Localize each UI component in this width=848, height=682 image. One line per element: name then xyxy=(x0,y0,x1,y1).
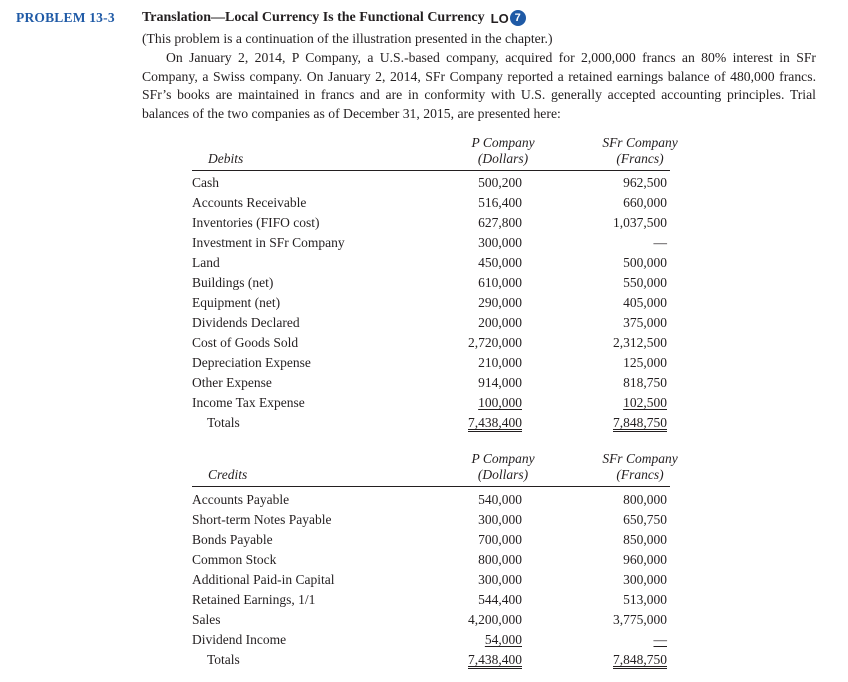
p-company-total: 7,438,400 xyxy=(468,415,522,430)
table-row xyxy=(192,630,670,650)
sfr-company-value: 800,000 xyxy=(623,492,667,507)
credits-col1-line2: (Dollars) xyxy=(477,467,529,482)
row-label: Depreciation Expense xyxy=(192,355,311,370)
sfr-company-value: 1,037,500 xyxy=(613,215,667,230)
sfr-company-value: 850,000 xyxy=(623,532,667,547)
sfr-company-value: 660,000 xyxy=(623,195,667,210)
problem-body: On January 2, 2014, P Company, a U.S.-based company, acquired for 2,000,000 francs an 80% interest in SFr Company, a Swiss company. On January 2, 2014, SFr Company reported a retained earnings balance of 480,000 francs. SFr’s books are maintained in francs and are in conformity with U.S. generally accepted accounting principles. Trial balances of the two companies as of December 31, 2015, are presented here: xyxy=(142,49,816,122)
table-row xyxy=(192,353,670,373)
sfr-company-value: 818,750 xyxy=(623,375,667,390)
row-label: Equipment (net) xyxy=(192,295,281,310)
row-label: Cash xyxy=(192,175,219,190)
p-company-value: 200,000 xyxy=(478,315,522,330)
sfr-company-total: 7,848,750 xyxy=(613,652,667,667)
debits-col2-line2: (Francs) xyxy=(616,151,664,166)
row-label: Buildings (net) xyxy=(192,275,274,290)
p-company-value: 540,000 xyxy=(478,492,522,507)
credits-col2-line2: (Francs) xyxy=(616,467,664,482)
p-company-value: 300,000 xyxy=(478,512,522,527)
sfr-company-value: 2,312,500 xyxy=(613,335,667,350)
lo-prefix: LO xyxy=(490,10,509,26)
sfr-company-value: 125,000 xyxy=(623,355,667,370)
credits-col1-header xyxy=(448,451,558,483)
debits-col1-header xyxy=(448,135,558,167)
p-company-value: 627,800 xyxy=(478,215,522,230)
table-row xyxy=(192,333,670,353)
p-company-value: 700,000 xyxy=(478,532,522,547)
row-label: Inventories (FIFO cost) xyxy=(192,215,320,230)
p-company-value: 4,200,000 xyxy=(468,612,522,627)
totals-label: Totals xyxy=(207,652,240,667)
row-label: Accounts Receivable xyxy=(192,195,307,210)
table-row xyxy=(192,570,670,590)
row-label: Common Stock xyxy=(192,552,277,567)
p-company-value: 500,200 xyxy=(478,175,522,190)
p-company-value: 100,000 xyxy=(478,395,522,410)
debits-header-rule xyxy=(192,170,670,171)
p-company-total: 7,438,400 xyxy=(468,652,522,667)
row-label: Accounts Payable xyxy=(192,492,290,507)
sfr-company-value: 650,750 xyxy=(623,512,667,527)
sfr-company-value: 513,000 xyxy=(623,592,667,607)
row-label: Investment in SFr Company xyxy=(192,235,345,250)
totals-row xyxy=(192,650,670,670)
table-row xyxy=(192,193,670,213)
sfr-company-value: — xyxy=(653,235,667,250)
row-label: Other Expense xyxy=(192,375,272,390)
table-row xyxy=(192,233,670,253)
p-company-value: 800,000 xyxy=(478,552,522,567)
table-row xyxy=(192,213,670,233)
p-company-value: 210,000 xyxy=(478,355,522,370)
problem-title-text: Translation—Local Currency Is the Functional Currency xyxy=(142,10,485,25)
problem-title xyxy=(142,10,526,26)
p-company-value: 516,400 xyxy=(478,195,522,210)
debits-col1-line1: P Company xyxy=(471,135,535,150)
table-row xyxy=(192,393,670,413)
p-company-value: 450,000 xyxy=(478,255,522,270)
sfr-company-value: 405,000 xyxy=(623,295,667,310)
credits-col2-header xyxy=(585,451,695,483)
row-label: Income Tax Expense xyxy=(192,395,305,410)
table-row xyxy=(192,510,670,530)
row-label: Bonds Payable xyxy=(192,532,273,547)
problem-note: (This problem is a continuation of the illustration presented in the chapter.) xyxy=(142,31,553,46)
table-row xyxy=(192,373,670,393)
sfr-company-total: 7,848,750 xyxy=(613,415,667,430)
table-row xyxy=(192,253,670,273)
sfr-company-value: 3,775,000 xyxy=(613,612,667,627)
credits-section-label: Credits xyxy=(208,467,248,482)
sfr-company-value: 550,000 xyxy=(623,275,667,290)
p-company-value: 544,400 xyxy=(478,592,522,607)
table-row xyxy=(192,530,670,550)
table-row xyxy=(192,590,670,610)
debits-col2-line1: SFr Company xyxy=(602,135,678,150)
sfr-company-value: 960,000 xyxy=(623,552,667,567)
p-company-value: 300,000 xyxy=(478,235,522,250)
table-row xyxy=(192,173,670,193)
totals-label: Totals xyxy=(207,415,240,430)
row-label: Short-term Notes Payable xyxy=(192,512,332,527)
p-company-value: 914,000 xyxy=(478,375,522,390)
problem-number: PROBLEM 13-3 xyxy=(16,10,115,25)
table-row xyxy=(192,550,670,570)
sfr-company-value: — xyxy=(653,632,667,647)
p-company-value: 290,000 xyxy=(478,295,522,310)
table-row xyxy=(192,313,670,333)
row-label: Land xyxy=(192,255,220,270)
problem-text xyxy=(142,30,816,124)
row-label: Dividend Income xyxy=(192,632,287,647)
learning-objective-badge xyxy=(491,10,526,26)
p-company-value: 2,720,000 xyxy=(468,335,522,350)
debits-col2-header xyxy=(585,135,695,167)
debits-col1-line2: (Dollars) xyxy=(477,151,529,166)
table-row xyxy=(192,273,670,293)
row-label: Cost of Goods Sold xyxy=(192,335,299,350)
row-label: Retained Earnings, 1/1 xyxy=(192,592,316,607)
row-label: Sales xyxy=(192,612,221,627)
row-label: Dividends Declared xyxy=(192,315,300,330)
p-company-value: 54,000 xyxy=(484,632,522,647)
sfr-company-value: 102,500 xyxy=(623,395,667,410)
lo-number: 7 xyxy=(510,10,526,26)
table-row xyxy=(192,610,670,630)
row-label: Additional Paid-in Capital xyxy=(192,572,335,587)
table-row xyxy=(192,293,670,313)
sfr-company-value: 500,000 xyxy=(623,255,667,270)
sfr-company-value: 375,000 xyxy=(623,315,667,330)
p-company-value: 300,000 xyxy=(478,572,522,587)
credits-col1-line1: P Company xyxy=(471,451,535,466)
sfr-company-value: 300,000 xyxy=(623,572,667,587)
sfr-company-value: 962,500 xyxy=(623,175,667,190)
totals-row xyxy=(192,413,670,433)
credits-col2-line1: SFr Company xyxy=(602,451,678,466)
credits-header-rule xyxy=(192,486,670,487)
table-row xyxy=(192,490,670,510)
p-company-value: 610,000 xyxy=(478,275,522,290)
debits-section-label: Debits xyxy=(208,151,244,166)
